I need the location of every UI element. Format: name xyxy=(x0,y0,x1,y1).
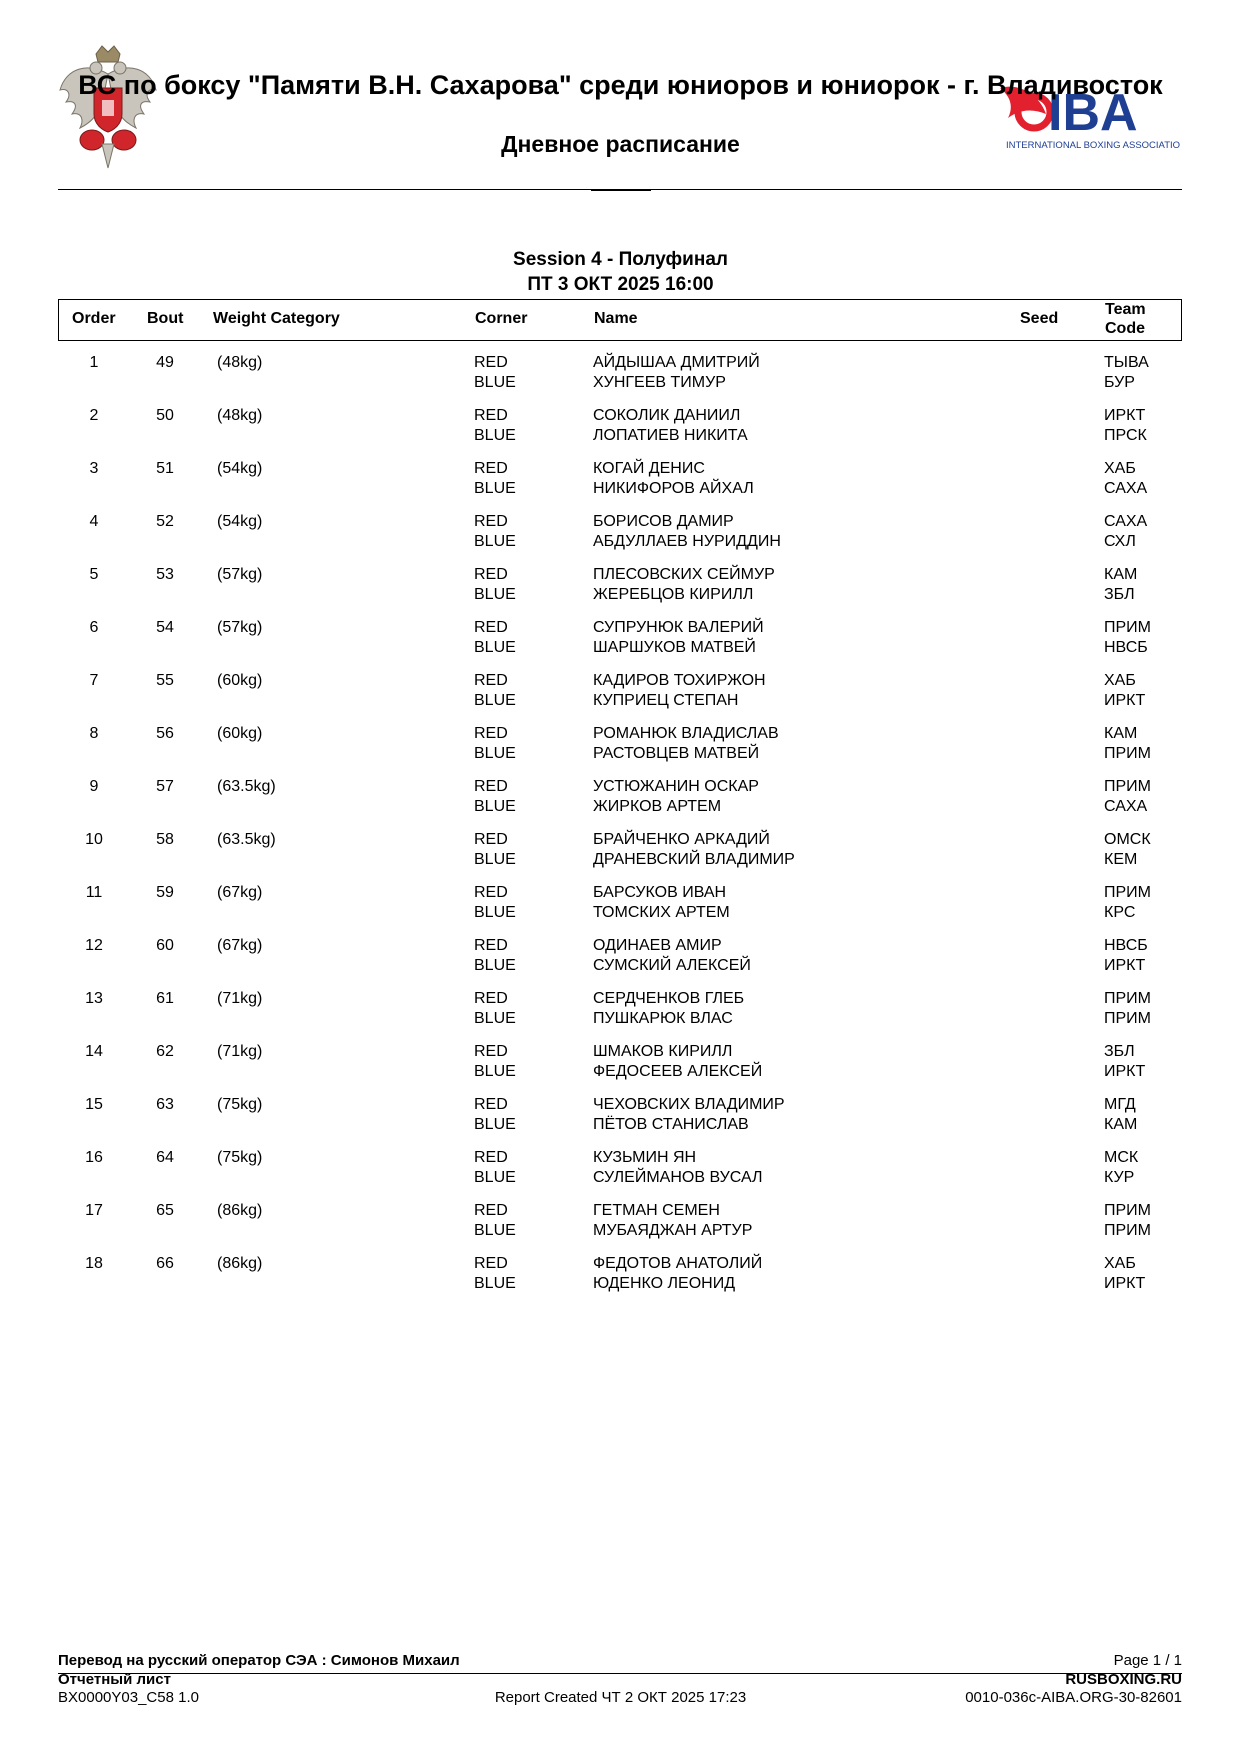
cell-blue-team: ПРИМ xyxy=(1104,745,1151,762)
cell-red-corner: RED xyxy=(474,1043,508,1060)
cell-blue-corner: BLUE xyxy=(474,957,516,974)
cell-weight: (54kg) xyxy=(217,513,263,530)
cell-blue-name: ХУНГЕЕВ ТИМУР xyxy=(593,374,726,391)
cell-red-name: КАДИРОВ ТОХИРЖОН xyxy=(593,672,766,689)
cell-red-name: БАРСУКОВ ИВАН xyxy=(593,884,727,901)
cell-weight: (48kg) xyxy=(217,354,263,371)
cell-bout: 58 xyxy=(156,831,174,848)
cell-bout: 51 xyxy=(156,460,174,477)
cell-bout: 66 xyxy=(156,1255,174,1272)
cell-red-team: ПРИМ xyxy=(1104,990,1151,1007)
cell-red-team: ИРКТ xyxy=(1104,407,1146,424)
cell-blue-corner: BLUE xyxy=(474,798,516,815)
cell-blue-team: ИРКТ xyxy=(1104,692,1146,709)
table-row xyxy=(58,1251,1182,1304)
cell-order: 16 xyxy=(85,1149,103,1166)
cell-order: 5 xyxy=(89,566,99,583)
cell-blue-team: КРС xyxy=(1104,904,1136,921)
table-row xyxy=(58,668,1182,721)
column-header-team: Team xyxy=(1105,301,1146,318)
document-code: BX0000Y03_C58 1.0 xyxy=(58,1689,199,1706)
cell-weight: (75kg) xyxy=(217,1149,263,1166)
table-row xyxy=(58,456,1182,509)
cell-blue-corner: BLUE xyxy=(474,904,516,921)
report-created: Report Created ЧТ 2 ОКТ 2025 17:23 xyxy=(494,1689,747,1706)
cell-red-team: ПРИМ xyxy=(1104,619,1151,636)
cell-red-name: БОРИСОВ ДАМИР xyxy=(593,513,734,530)
cell-weight: (63.5kg) xyxy=(217,778,276,795)
cell-red-corner: RED xyxy=(474,513,508,530)
cell-blue-team: КУР xyxy=(1104,1169,1135,1186)
svg-text:IBA: IBA xyxy=(1048,84,1138,142)
cell-red-corner: RED xyxy=(474,1149,508,1166)
cell-order: 18 xyxy=(85,1255,103,1272)
cell-red-team: КАМ xyxy=(1104,725,1138,742)
cell-red-name: КОГАЙ ДЕНИС xyxy=(593,460,705,477)
table-row xyxy=(58,1198,1182,1251)
cell-red-team: ХАБ xyxy=(1104,1255,1136,1272)
cell-blue-name: ПУШКАРЮК ВЛАС xyxy=(593,1010,733,1027)
cell-bout: 60 xyxy=(156,937,174,954)
table-row xyxy=(58,986,1182,1039)
cell-red-name: БРАЙЧЕНКО АРКАДИЙ xyxy=(593,831,770,848)
cell-order: 2 xyxy=(89,407,99,424)
cell-blue-name: ТОМСКИХ АРТЕМ xyxy=(593,904,730,921)
cell-weight: (48kg) xyxy=(217,407,263,424)
cell-red-team: ТЫВА xyxy=(1104,354,1149,371)
cell-order: 7 xyxy=(89,672,99,689)
column-header-weight: Weight Category xyxy=(213,310,340,327)
cell-blue-name: СУМСКИЙ АЛЕКСЕЙ xyxy=(593,957,751,974)
cell-red-corner: RED xyxy=(474,725,508,742)
cell-blue-team: КЕМ xyxy=(1104,851,1138,868)
session-title: Session 4 - Полуфинал xyxy=(513,249,728,270)
cell-red-team: МГД xyxy=(1104,1096,1136,1113)
cell-blue-corner: BLUE xyxy=(474,533,516,550)
cell-weight: (60kg) xyxy=(217,725,263,742)
cell-red-corner: RED xyxy=(474,1202,508,1219)
cell-blue-corner: BLUE xyxy=(474,1063,516,1080)
cell-blue-team: НВСБ xyxy=(1104,639,1148,656)
cell-blue-corner: BLUE xyxy=(474,851,516,868)
cell-order: 17 xyxy=(85,1202,103,1219)
cell-blue-team: ИРКТ xyxy=(1104,1275,1146,1292)
cell-blue-name: ЮДЕНКО ЛЕОНИД xyxy=(593,1275,736,1292)
cell-red-team: ХАБ xyxy=(1104,460,1136,477)
document-reference: 0010-036c-AIBA.ORG-30-82601 xyxy=(965,1689,1182,1706)
cell-order: 4 xyxy=(89,513,99,530)
column-header-name: Name xyxy=(594,310,638,327)
footer-divider xyxy=(58,1673,1182,1674)
page-subtitle: Дневное расписание xyxy=(501,131,740,157)
page-title: ВС по боксу "Памяти В.Н. Сахарова" среди юниоров и юниорок - г. Владивосток xyxy=(78,70,1163,100)
cell-bout: 52 xyxy=(156,513,174,530)
cell-red-corner: RED xyxy=(474,831,508,848)
cell-order: 6 xyxy=(89,619,99,636)
cell-red-team: ХАБ xyxy=(1104,672,1136,689)
cell-red-corner: RED xyxy=(474,937,508,954)
cell-bout: 54 xyxy=(156,619,174,636)
cell-blue-name: ЖИРКОВ АРТЕМ xyxy=(593,798,722,815)
cell-weight: (71kg) xyxy=(217,990,263,1007)
cell-order: 13 xyxy=(85,990,103,1007)
cell-blue-name: НИКИФОРОВ АЙХАЛ xyxy=(593,480,754,497)
cell-red-corner: RED xyxy=(474,407,508,424)
cell-order: 14 xyxy=(85,1043,103,1060)
cell-red-name: ШМАКОВ КИРИЛЛ xyxy=(593,1043,733,1060)
column-header-seed: Seed xyxy=(1020,310,1059,327)
cell-bout: 55 xyxy=(156,672,174,689)
cell-bout: 64 xyxy=(156,1149,174,1166)
cell-bout: 62 xyxy=(156,1043,174,1060)
cell-weight: (60kg) xyxy=(217,672,263,689)
cell-red-team: САХА xyxy=(1104,513,1148,530)
cell-red-corner: RED xyxy=(474,672,508,689)
report-type: Отчетный лист xyxy=(58,1671,171,1688)
cell-red-name: СУПРУНЮК ВАЛЕРИЙ xyxy=(593,619,764,636)
table-row xyxy=(58,933,1182,986)
site-name: RUSBOXING.RU xyxy=(1065,1671,1182,1688)
cell-red-team: КАМ xyxy=(1104,566,1138,583)
cell-order: 11 xyxy=(85,884,103,901)
cell-bout: 49 xyxy=(156,354,174,371)
cell-blue-team: ИРКТ xyxy=(1104,957,1146,974)
cell-red-corner: RED xyxy=(474,778,508,795)
cell-order: 3 xyxy=(89,460,99,477)
table-row xyxy=(58,562,1182,615)
cell-red-team: ЗБЛ xyxy=(1104,1043,1135,1060)
cell-red-corner: RED xyxy=(474,354,508,371)
cell-bout: 63 xyxy=(156,1096,174,1113)
cell-red-name: ФЕДОТОВ АНАТОЛИЙ xyxy=(593,1255,763,1272)
column-header-bout: Bout xyxy=(147,310,184,327)
cell-blue-team: САХА xyxy=(1104,480,1148,497)
table-row xyxy=(58,1092,1182,1145)
cell-red-corner: RED xyxy=(474,460,508,477)
cell-blue-corner: BLUE xyxy=(474,374,516,391)
column-header-order: Order xyxy=(72,310,116,327)
column-header-corner: Corner xyxy=(475,310,528,327)
cell-weight: (54kg) xyxy=(217,460,263,477)
table-row xyxy=(58,1145,1182,1198)
cell-blue-corner: BLUE xyxy=(474,692,516,709)
table-row xyxy=(58,721,1182,774)
table-row xyxy=(58,827,1182,880)
cell-order: 12 xyxy=(85,937,103,954)
cell-red-team: МСК xyxy=(1104,1149,1139,1166)
cell-blue-name: ЛОПАТИЕВ НИКИТА xyxy=(593,427,748,444)
column-header-code: Code xyxy=(1105,320,1145,337)
cell-blue-name: РАСТОВЦЕВ МАТВЕЙ xyxy=(593,745,760,762)
cell-blue-team: ПРСК xyxy=(1104,427,1147,444)
translator-note: Перевод на русский оператор СЭА : Симонов Михаил xyxy=(58,1652,460,1669)
cell-red-name: РОМАНЮК ВЛАДИСЛАВ xyxy=(593,725,779,742)
cell-blue-team: ПРИМ xyxy=(1104,1222,1151,1239)
cell-weight: (63.5kg) xyxy=(217,831,276,848)
cell-bout: 65 xyxy=(156,1202,174,1219)
cell-red-corner: RED xyxy=(474,884,508,901)
header-divider-accent xyxy=(591,189,651,191)
cell-weight: (75kg) xyxy=(217,1096,263,1113)
cell-red-name: КУЗЬМИН ЯН xyxy=(593,1149,697,1166)
cell-bout: 61 xyxy=(156,990,174,1007)
cell-weight: (67kg) xyxy=(217,937,263,954)
cell-red-corner: RED xyxy=(474,619,508,636)
cell-red-name: ПЛЕСОВСКИХ СЕЙМУР xyxy=(593,566,775,583)
cell-blue-corner: BLUE xyxy=(474,1010,516,1027)
cell-bout: 53 xyxy=(156,566,174,583)
svg-text:INTERNATIONAL BOXING ASSOCIATI: INTERNATIONAL BOXING ASSOCIATION xyxy=(1006,140,1180,151)
cell-red-name: СОКОЛИК ДАНИИЛ xyxy=(593,407,741,424)
cell-blue-team: ИРКТ xyxy=(1104,1063,1146,1080)
cell-weight: (67kg) xyxy=(217,884,263,901)
cell-blue-name: ПЁТОВ СТАНИСЛАВ xyxy=(593,1116,749,1133)
cell-red-name: УСТЮЖАНИН ОСКАР xyxy=(593,778,759,795)
cell-blue-name: ЖЕРЕБЦОВ КИРИЛЛ xyxy=(593,586,754,603)
cell-blue-corner: BLUE xyxy=(474,427,516,444)
cell-blue-corner: BLUE xyxy=(474,1169,516,1186)
session-datetime: ПТ 3 ОКТ 2025 16:00 xyxy=(527,274,714,295)
cell-weight: (86kg) xyxy=(217,1202,263,1219)
page-number: Page 1 / 1 xyxy=(1113,1652,1182,1669)
cell-blue-corner: BLUE xyxy=(474,1275,516,1292)
table-row xyxy=(58,880,1182,933)
table-header xyxy=(58,299,1182,341)
cell-red-name: ГЕТМАН СЕМЕН xyxy=(593,1202,720,1219)
cell-blue-name: ШАРШУКОВ МАТВЕЙ xyxy=(593,639,756,656)
cell-order: 10 xyxy=(85,831,103,848)
cell-red-corner: RED xyxy=(474,1096,508,1113)
cell-blue-name: АБДУЛЛАЕВ НУРИДДИН xyxy=(593,533,781,550)
cell-blue-corner: BLUE xyxy=(474,1116,516,1133)
cell-red-name: ОДИНАЕВ АМИР xyxy=(593,937,722,954)
cell-blue-corner: BLUE xyxy=(474,586,516,603)
cell-weight: (57kg) xyxy=(217,619,263,636)
cell-weight: (86kg) xyxy=(217,1255,263,1272)
cell-red-team: ОМСК xyxy=(1104,831,1151,848)
cell-blue-team: ПРИМ xyxy=(1104,1010,1151,1027)
cell-weight: (71kg) xyxy=(217,1043,263,1060)
cell-red-team: ПРИМ xyxy=(1104,884,1151,901)
table-row xyxy=(58,615,1182,668)
cell-order: 15 xyxy=(85,1096,103,1113)
cell-order: 8 xyxy=(89,725,99,742)
cell-red-corner: RED xyxy=(474,990,508,1007)
table-row xyxy=(58,1039,1182,1092)
cell-bout: 50 xyxy=(156,407,174,424)
cell-blue-team: ЗБЛ xyxy=(1104,586,1135,603)
cell-blue-name: СУЛЕЙМАНОВ ВУСАЛ xyxy=(593,1169,763,1186)
cell-order: 1 xyxy=(89,354,99,371)
cell-blue-corner: BLUE xyxy=(474,639,516,656)
cell-weight: (57kg) xyxy=(217,566,263,583)
cell-red-name: СЕРДЧЕНКОВ ГЛЕБ xyxy=(593,990,745,1007)
cell-red-team: НВСБ xyxy=(1104,937,1148,954)
cell-blue-corner: BLUE xyxy=(474,745,516,762)
cell-red-name: ЧЕХОВСКИХ ВЛАДИМИР xyxy=(593,1096,785,1113)
cell-blue-corner: BLUE xyxy=(474,1222,516,1239)
cell-bout: 57 xyxy=(156,778,174,795)
cell-bout: 59 xyxy=(156,884,174,901)
cell-blue-team: КАМ xyxy=(1104,1116,1138,1133)
cell-red-name: АЙДЫШАА ДМИТРИЙ xyxy=(593,354,760,371)
cell-red-team: ПРИМ xyxy=(1104,778,1151,795)
cell-blue-name: ФЕДОСЕЕВ АЛЕКСЕЙ xyxy=(593,1063,763,1080)
cell-red-corner: RED xyxy=(474,1255,508,1272)
table-row xyxy=(58,403,1182,456)
cell-blue-name: МУБАЯДЖАН АРТУР xyxy=(593,1222,753,1239)
table-row xyxy=(58,350,1182,403)
cell-blue-name: ДРАНЕВСКИЙ ВЛАДИМИР xyxy=(593,851,795,868)
schedule-table-body xyxy=(58,350,1182,1304)
cell-blue-team: БУР xyxy=(1104,374,1135,391)
table-row xyxy=(58,509,1182,562)
table-row xyxy=(58,774,1182,827)
cell-red-corner: RED xyxy=(474,566,508,583)
cell-red-team: ПРИМ xyxy=(1104,1202,1151,1219)
cell-bout: 56 xyxy=(156,725,174,742)
cell-blue-corner: BLUE xyxy=(474,480,516,497)
cell-blue-name: КУПРИЕЦ СТЕПАН xyxy=(593,692,739,709)
cell-blue-team: САХА xyxy=(1104,798,1148,815)
cell-blue-team: СХЛ xyxy=(1104,533,1136,550)
cell-order: 9 xyxy=(89,778,99,795)
